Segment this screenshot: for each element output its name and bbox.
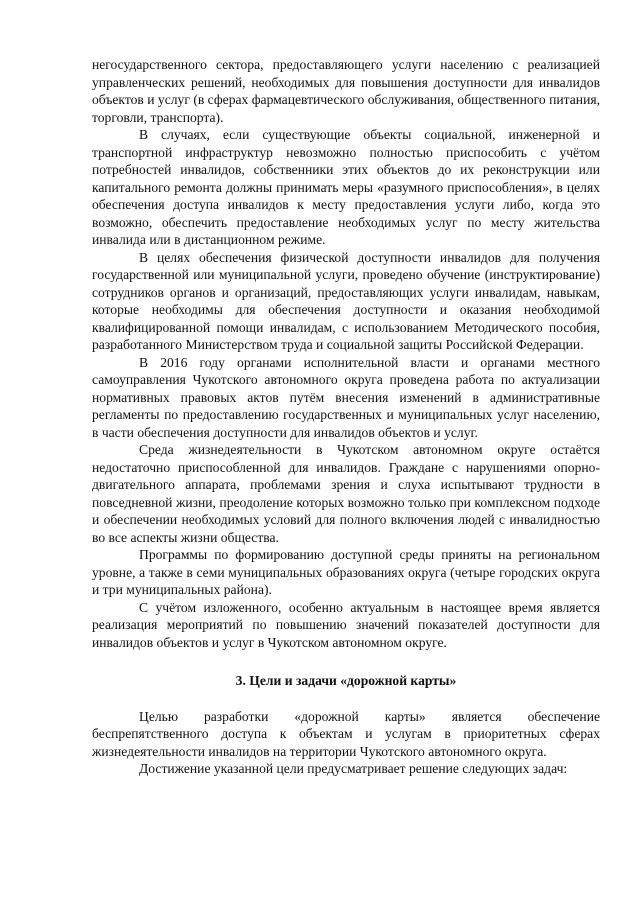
section-heading: 3. Цели и задачи «дорожной карты» (235, 673, 457, 688)
paragraph-continuation: негосударственного сектора, предоставляющего услуги населению с реализацией управленческих решений, необходимых для повышения доступности для инвалидов объектов и услуг (в сферах фармацевтического обслуживания, общественного питания, торговли, транспорта). (92, 57, 600, 125)
paragraph-programs: Программы по формированию доступной среды приняты на региональном уровне, а также в семи муниципальных образованиях округа (четыре городских округа и три муниципальных района). (92, 547, 600, 597)
paragraph-goal: Целью разработки «дорожной карты» является обеспечение беспрепятственного доступа к объектам и услугам в приоритетных сферах жизнедеятельности инвалидов на территории Чукотского автономного округа. (92, 708, 600, 759)
paragraph-conclusion: С учётом изложенного, особенно актуальным в настоящее время является реализация мероприятий по повышению значений показателей доступности для инвалидов объектов и услуг в Чукотском автономном округе. (92, 599, 600, 650)
paragraph-reasonable-accommodation: В случаях, если существующие объекты социальной, инженерной и транспортной инфраструктур невозможно полностью приспособить с учётом потребностей инвалидов, собственники этих объектов до их реконструкции или капитального ремонта должны принимать меры «разумного приспособления», в целях обеспечения доступа инвалидов к месту предоставления услуги либо, когда это возможно, обеспечить предоставление необходимых услуг по месту жительства инвалида или в дистанционном режиме. (92, 127, 600, 247)
paragraph-2016-regulations: В 2016 году органами исполнительной власти и органами местного самоуправления Чукотского автономного округа проведена работа по актуализации нормативных правовых актов путём внесения изменений в административные регламенты по предоставлению государственных и муниципальных услуг населению, в части обеспечения доступности для инвалидов объектов и услуг. (92, 354, 600, 440)
paragraph-living-environment: Среда жизнедеятельности в Чукотском автономном округе остаётся недостаточно приспособленной для инвалидов. Граждане с нарушениями опорно-двигательного аппарата, проблемами зрения и слуха испытывают трудности в повседневной жизни, преодоление которых возможно только при комплексном подходе и обеспечении необходимых условий для полного включения людей с инвалидностью во все аспекты жизни общества. (92, 442, 600, 545)
paragraph-staff-training: В целях обеспечения физической доступности инвалидов для получения государственной или муниципальной услуги, проведено обучение (инструктирование) сотрудников органов и организаций, предоставляющих услуги инвалидам, навыкам, которые необходимы для обеспечения доступности и оказания необходимой квалифицированной помощи инвалидам, с использованием Методического пособия, разработанного Министерством труда и социальной защиты Российской Федерации. (92, 249, 600, 352)
paragraph-tasks-intro: Достижение указанной цели предусматривает решение следующих задач: (139, 761, 568, 776)
